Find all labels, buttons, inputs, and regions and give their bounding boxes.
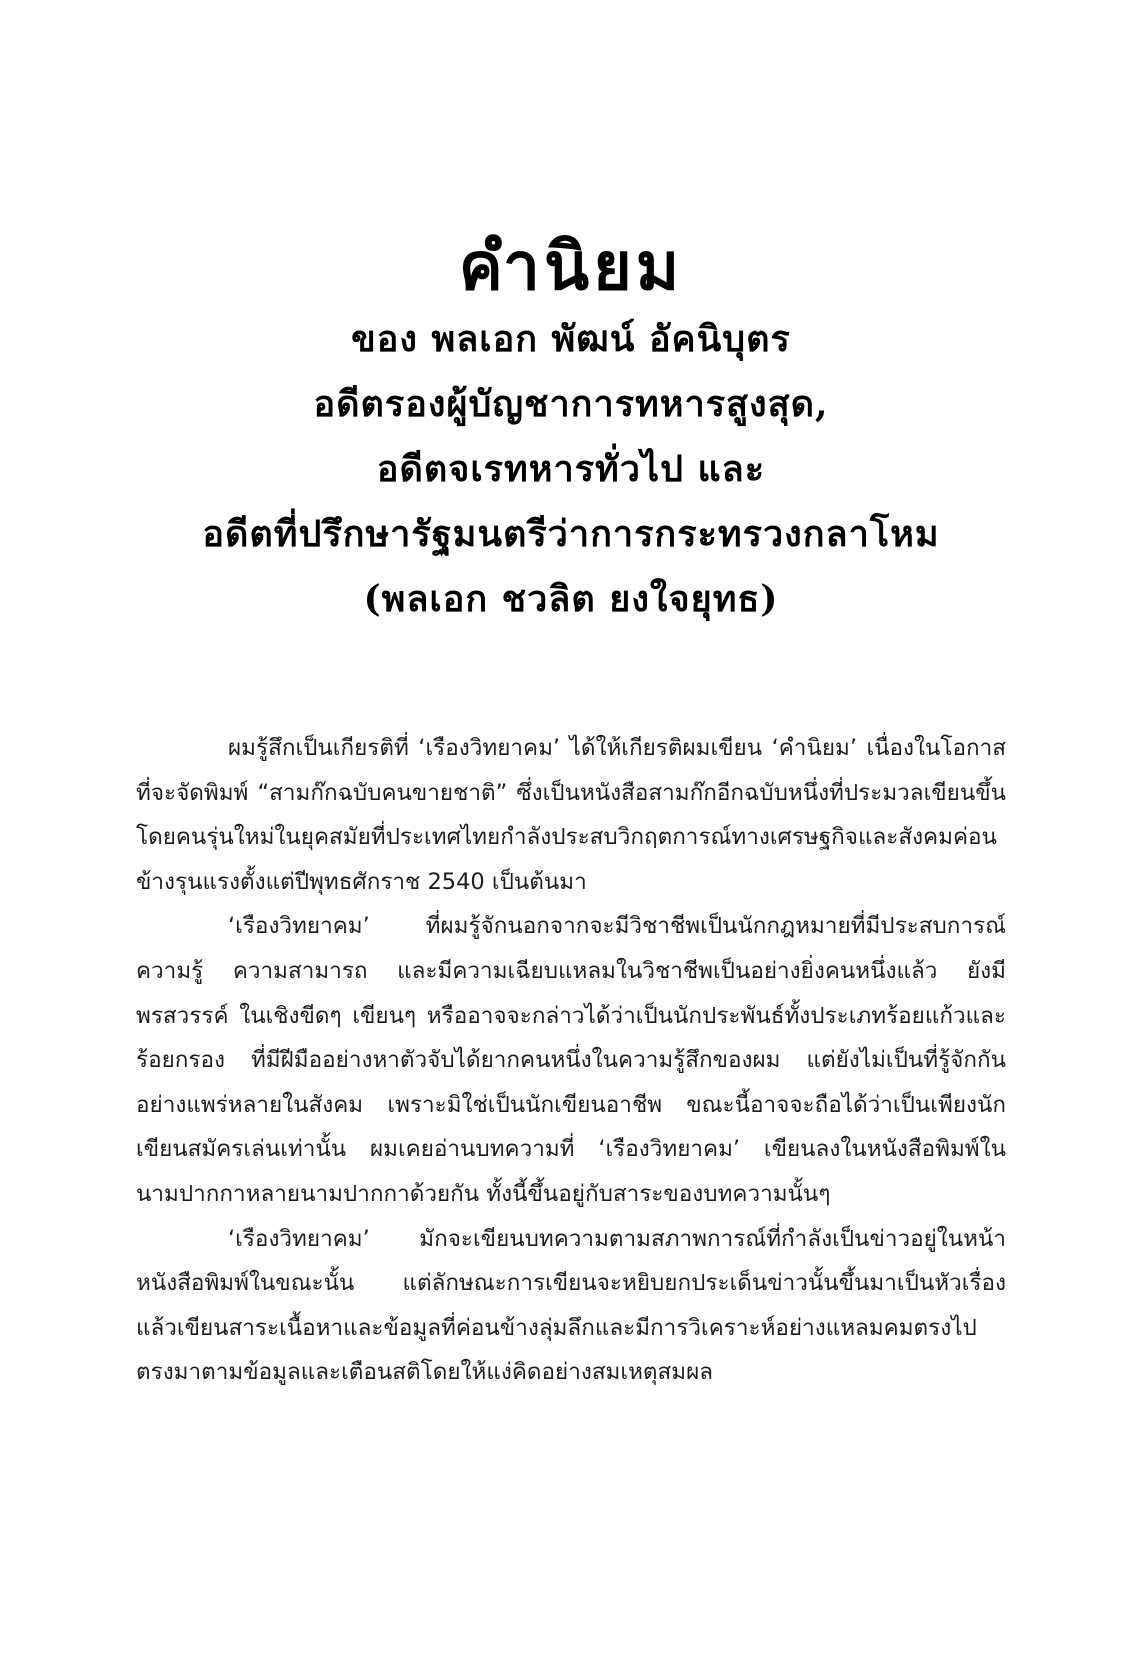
author-line: ของ พลเอก พัฒน์ อัคนิบุตร: [351, 318, 791, 360]
author-position-3: อดีตที่ปรึกษารัฐมนตรีว่าการกระทรวงกลาโหม: [202, 513, 940, 555]
body-paragraph-1: ผมรู้สึกเป็นเกียรติที่ ‘เรืองวิทยาคม’ ได้ให้เกียรติผมเขียน ‘คำนิยม’ เนื่องในโอกาสที่จะจัดพิมพ์ “สามก๊กฉบับคนขายชาติ” ซึ่งเป็นหนังสือสามก๊กอีกฉบับหนึ่งที่ประมวลเขียนขึ้นโดยคนรุ่นใหม่ในยุคสมัยที่ประเทศไทยกำลังประสบวิกฤตการณ์ทางเศรษฐกิจและสังคมค่อนข้างรุนแรงตั้งแต่ปีพุทธศักราช 2540 เป็นต้นมา: [136, 735, 1006, 895]
author-position-1: อดีตรองผู้บัญชาการทหารสูงสุด,: [313, 383, 829, 425]
foreword-body: [136, 726, 1006, 1395]
author-position-2: อดีตจเรทหารทั่วไป และ: [376, 448, 766, 490]
author-alias: (พลเอก ชวลิต ยงใจยุทธ): [363, 578, 779, 620]
body-paragraph-2: ‘เรืองวิทยาคม’ ที่ผมรู้จักนอกจากจะมีวิชาชีพเป็นนักกฎหมายที่มีประสบการณ์ ความรู้ ความสามารถ และมีความเฉียบแหลมในวิชาชีพเป็นอย่างยิ่งคนหนึ่งแล้ว ยังมีพรสวรรค์ ในเชิงขีดๆ เขียนๆ หรืออาจจะกล่าวได้ว่าเป็นนักประพันธ์ทั้งประเภทร้อยแก้วและร้อยกรอง ที่มีฝีมืออย่างหาตัวจับได้ยากคนหนึ่งในความรู้สึกของผม แต่ยังไม่เป็นที่รู้จักกันอย่างแพร่หลายในสังคม เพราะมิใช่เป็นนักเขียนอาชีพ ขณะนี้อาจจะถือได้ว่าเป็นเพียงนักเขียนสมัครเล่นเท่านั้น ผมเคยอ่านบทความที่ ‘เรืองวิทยาคม’ เขียนลงในหนังสือพิมพ์ในนามปากกาหลายนามปากกาด้วยกัน ทั้งนี้ขึ้นอยู่กับสาระของบทความนั้นๆ: [136, 913, 1006, 1207]
foreword-heading: [100, 225, 1042, 632]
foreword-title: คำนิยม: [458, 227, 684, 305]
body-paragraph-3: ‘เรืองวิทยาคม’ มักจะเขียนบทความตามสภาพการณ์ที่กำลังเป็นข่าวอยู่ในหน้าหนังสือพิมพ์ในขณะนั้น แต่ลักษณะการเขียนจะหยิบยกประเด็นข่าวนั้นขึ้นมาเป็นหัวเรื่องแล้วเขียนสาระเนื้อหาและข้อมูลที่ค่อนข้างลุ่มลึกและมีการวิเคราะห์อย่างแหลมคมตรงไปตรงมาตามข้อมูลและเตือนสติโดยให้แง่คิดอย่างสมเหตุสมผล: [136, 1225, 1006, 1386]
